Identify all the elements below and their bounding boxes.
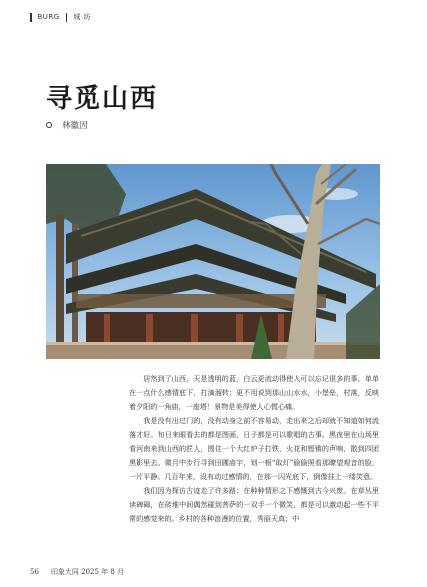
article-title: 寻觅山西 <box>46 84 159 114</box>
body-paragraph: 居然到了山西，天是透明的蓝，白云更流动得使人可以忘记很多的事，单单在一点什么感情底下，打滴溜转；更不用说到那山山水水，小堡垒，村落，反映着夕阳的一角庙，一座塔！景物是美得使人心慌心痛。 <box>129 374 379 411</box>
section-label: BURG <box>37 13 60 21</box>
author-line <box>46 119 88 131</box>
page-number: 56 <box>30 568 39 576</box>
page-footer <box>30 567 124 577</box>
header-divider <box>30 13 32 22</box>
running-header <box>30 12 91 22</box>
article-body <box>129 372 379 526</box>
body-paragraph: 我是没有出过门的，没有动身之前不容易动，走出来之后却就不知道如何流落才好。旬日来眼看去的都是图画，日子都是可以歌唱的古事。黑夜里在山场里看河南来到山西的匠人，围住一个大红炉子打铁，火花和铿锵的声响，散到四团黑影里去。微月中步行寻到田圃庙宇，划一根“取灯”偷偷照看那瞭望观音的脸，一片平静。几百年来，没有动过感情的，在那一闪光底下，倒像挂上一缕笑意。 <box>129 416 379 481</box>
body-paragraph: 我们因为探访古迹走了许多路；在种种情形之下感慨到古今兴废。在草丛里读碑碣，在砖堆中间偶然碰到菩萨的一双手一个微笑，都是可以激动起一些不平常的感觉来的。乡村的各种浪漫的位置，秀丽天真；中 <box>129 486 379 523</box>
category-label: 城 坊 <box>73 13 91 21</box>
header-divider <box>66 13 68 22</box>
article-photo <box>46 164 380 359</box>
author-name: 林徽因 <box>62 121 88 131</box>
publication-name: 印象大同 2025 年 8 月 <box>50 568 125 576</box>
bullet-icon <box>46 122 52 128</box>
temple-photo <box>46 164 380 359</box>
